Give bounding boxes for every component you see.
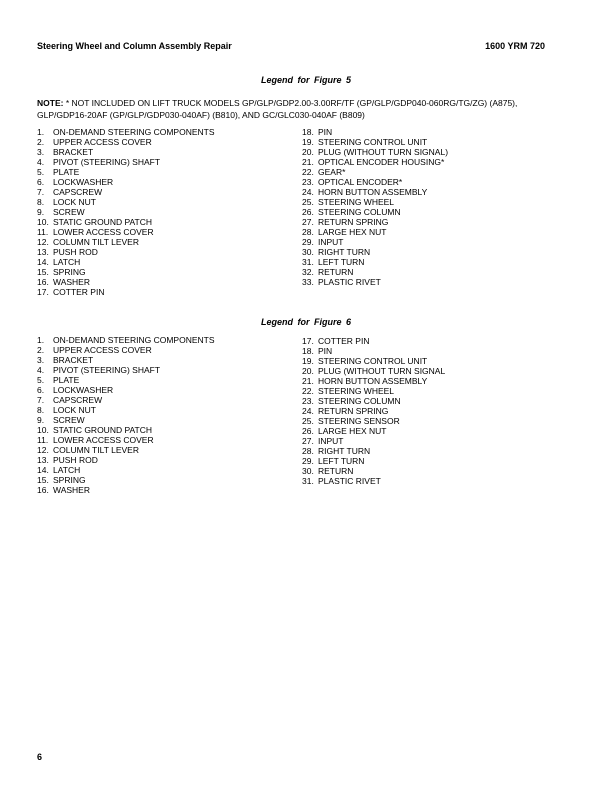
legend-item: [37, 257, 215, 267]
legend-item-number: 16.: [37, 277, 49, 287]
legend-item-number: 7.: [37, 187, 45, 197]
header-document-number: 1600 YRM 720: [485, 41, 545, 51]
legend-item: [302, 277, 448, 287]
legend-item-number: 3.: [37, 355, 45, 365]
legend-item: [37, 247, 215, 257]
legend-item: [37, 137, 215, 147]
legend-item: [37, 227, 215, 237]
legend-item: [302, 247, 448, 257]
legend-item-label: PLATE: [53, 167, 80, 177]
legend-item: [302, 436, 445, 446]
legend-item-number: 12.: [37, 237, 49, 247]
legend-item-number: 16.: [37, 485, 49, 495]
legend-item: [302, 227, 448, 237]
legend-item-number: 8.: [37, 405, 45, 415]
legend-item: [302, 476, 445, 486]
legend-item-number: 17.: [302, 336, 314, 346]
legend-item-label: PUSH ROD: [53, 247, 98, 257]
legend-6-right-list: [302, 336, 445, 486]
legend-item: [302, 426, 445, 436]
legend-item-label: STEERING CONTROL UNIT: [318, 356, 428, 366]
legend-item: [302, 376, 445, 386]
legend-item-number: 26.: [302, 207, 314, 217]
legend-item: [37, 465, 215, 475]
legend-5-note: [37, 97, 557, 121]
legend-item-label: PIN: [318, 127, 333, 137]
legend-6-left-list: [37, 335, 215, 495]
legend-item-number: 27.: [302, 436, 314, 446]
legend-item: [37, 177, 215, 187]
legend-item-label: SPRING: [53, 475, 86, 485]
legend-item-number: 1.: [37, 335, 45, 345]
legend-item-label: COTTER PIN: [53, 287, 105, 297]
legend-item-label: OPTICAL ENCODER HOUSING*: [318, 157, 445, 167]
legend-item-number: 23.: [302, 396, 314, 406]
legend-item-label: GEAR*: [318, 167, 346, 177]
legend-item-label: LARGE HEX NUT: [318, 227, 387, 237]
legend-item-number: 29.: [302, 456, 314, 466]
legend-item: [302, 217, 448, 227]
legend-item: [37, 415, 215, 425]
legend-item: [302, 147, 448, 157]
legend-item: [37, 435, 215, 445]
legend-item: [37, 277, 215, 287]
legend-item-number: 14.: [37, 257, 49, 267]
legend-item-label: INPUT: [318, 237, 344, 247]
legend-item: [37, 395, 215, 405]
legend-item-label: RIGHT TURN: [318, 446, 371, 456]
legend-item-number: 20.: [302, 366, 314, 376]
legend-item-number: 24.: [302, 406, 314, 416]
page-number: 6: [37, 752, 43, 762]
legend-item-number: 20.: [302, 147, 314, 157]
legend-item-label: RETURN: [318, 267, 354, 277]
legend-item-number: 4.: [37, 157, 45, 167]
legend-item-number: 2.: [37, 137, 45, 147]
legend-item-number: 10.: [37, 425, 49, 435]
legend-item-number: 15.: [37, 267, 49, 277]
legend-item-number: 9.: [37, 207, 45, 217]
note-label: NOTE:: [37, 98, 64, 108]
legend-item-label: LOCK NUT: [53, 405, 96, 415]
legend-item-number: 31.: [302, 257, 314, 267]
legend-item: [37, 197, 215, 207]
legend-item-label: PIVOT (STEERING) SHAFT: [53, 157, 161, 167]
legend-item: [37, 267, 215, 277]
legend-item-label: LEFT TURN: [318, 257, 365, 267]
legend-item: [37, 385, 215, 395]
legend-item: [302, 336, 445, 346]
legend-item-label: HORN BUTTON ASSEMBLY: [318, 187, 428, 197]
legend-item: [302, 466, 445, 476]
legend-item-label: STEERING WHEEL: [318, 197, 395, 207]
legend-item-label: PIN: [318, 346, 333, 356]
legend-item-number: 19.: [302, 356, 314, 366]
legend-item-label: ON-DEMAND STEERING COMPONENTS: [53, 335, 215, 345]
legend-item: [302, 207, 448, 217]
legend-item-number: 21.: [302, 376, 314, 386]
header-section-title: Steering Wheel and Column Assembly Repair: [37, 41, 232, 51]
legend-item: [302, 177, 448, 187]
legend-item-number: 23.: [302, 177, 314, 187]
legend-item-number: 12.: [37, 445, 49, 455]
legend-item-label: STEERING WHEEL: [318, 386, 395, 396]
legend-item: [37, 405, 215, 415]
legend-item-label: STATIC GROUND PATCH: [53, 425, 153, 435]
legend-item: [302, 237, 448, 247]
legend-item: [302, 446, 445, 456]
legend-item: [302, 267, 448, 277]
legend-item: [302, 257, 448, 267]
legend-item-label: PLUG (WITHOUT TURN SIGNAL): [318, 147, 449, 157]
legend-item-number: 22.: [302, 167, 314, 177]
legend-item-label: PLATE: [53, 375, 80, 385]
legend-item-number: 25.: [302, 416, 314, 426]
legend-item: [37, 375, 215, 385]
legend-item-number: 25.: [302, 197, 314, 207]
legend-item-number: 5.: [37, 375, 45, 385]
legend-item: [37, 345, 215, 355]
legend-item-label: STEERING COLUMN: [318, 207, 401, 217]
legend-5-right-list: [302, 127, 448, 287]
legend-item-number: 8.: [37, 197, 45, 207]
legend-item-label: STEERING CONTROL UNIT: [318, 137, 428, 147]
legend-item-number: 15.: [37, 475, 49, 485]
legend-item-number: 11.: [37, 435, 49, 445]
legend-item: [37, 147, 215, 157]
legend-item: [37, 127, 215, 137]
legend-item-label: PUSH ROD: [53, 455, 98, 465]
legend-item: [302, 396, 445, 406]
legend-item-label: CAPSCREW: [53, 395, 103, 405]
legend-item-label: PLASTIC RIVET: [318, 277, 381, 287]
legend-item-number: 32.: [302, 267, 314, 277]
note-text: * NOT INCLUDED ON LIFT TRUCK MODELS GP/GLP/GDP2.00-3.00RF/TF (GP/GLP/GDP040-060RG/TG/ZG) (A875), GLP/GDP16-20AF (GP/GLP/GDP030-040AF) (B810), AND GC/GLC030-040AF (B809): [37, 98, 518, 120]
legend-item-number: 33.: [302, 277, 314, 287]
legend-item-number: 24.: [302, 187, 314, 197]
legend-item: [37, 425, 215, 435]
legend-item-label: LEFT TURN: [318, 456, 365, 466]
legend-item-number: 18.: [302, 127, 314, 137]
legend-item: [302, 456, 445, 466]
legend-item-number: 30.: [302, 466, 314, 476]
legend-item: [37, 335, 215, 345]
legend-item-label: COLUMN TILT LEVER: [53, 237, 139, 247]
legend-item-number: 31.: [302, 476, 314, 486]
legend-item-number: 6.: [37, 177, 45, 187]
legend-item: [302, 197, 448, 207]
legend-item-number: 5.: [37, 167, 45, 177]
legend-item-label: SPRING: [53, 267, 86, 277]
legend-item-label: LATCH: [53, 257, 81, 267]
legend-item-label: OPTICAL ENCODER*: [318, 177, 403, 187]
legend-item: [37, 187, 215, 197]
legend-item-label: WASHER: [53, 485, 90, 495]
legend-item-number: 29.: [302, 237, 314, 247]
legend-item-label: RIGHT TURN: [318, 247, 371, 257]
legend-item: [302, 157, 448, 167]
legend-item-label: CAPSCREW: [53, 187, 103, 197]
legend-item-number: 28.: [302, 446, 314, 456]
legend-item: [37, 287, 215, 297]
legend-6-title: Legend for Figure 6: [260, 317, 351, 327]
legend-item-label: STATIC GROUND PATCH: [53, 217, 153, 227]
legend-item-number: 22.: [302, 386, 314, 396]
legend-item-label: LOCKWASHER: [53, 385, 114, 395]
legend-item: [302, 127, 448, 137]
legend-item: [302, 356, 445, 366]
legend-item-number: 17.: [37, 287, 49, 297]
legend-item-number: 28.: [302, 227, 314, 237]
legend-item-number: 7.: [37, 395, 45, 405]
legend-item-number: 9.: [37, 415, 45, 425]
legend-item-number: 27.: [302, 217, 314, 227]
legend-item-number: 2.: [37, 345, 45, 355]
legend-item: [302, 416, 445, 426]
legend-item: [302, 137, 448, 147]
legend-item-label: RETURN: [318, 466, 354, 476]
legend-item-number: 19.: [302, 137, 314, 147]
legend-item: [37, 365, 215, 375]
legend-item: [302, 366, 445, 376]
legend-item-label: STEERING SENSOR: [318, 416, 400, 426]
legend-item: [302, 406, 445, 416]
legend-item-label: LOCK NUT: [53, 197, 96, 207]
legend-item-label: COLUMN TILT LEVER: [53, 445, 139, 455]
legend-item-number: 1.: [37, 127, 45, 137]
legend-item-number: 26.: [302, 426, 314, 436]
legend-item-label: PLASTIC RIVET: [318, 476, 381, 486]
legend-item-number: 18.: [302, 346, 314, 356]
legend-item: [37, 355, 215, 365]
legend-item-label: ON-DEMAND STEERING COMPONENTS: [53, 127, 215, 137]
legend-item: [302, 167, 448, 177]
legend-item-label: STEERING COLUMN: [318, 396, 401, 406]
legend-item: [37, 207, 215, 217]
legend-item-label: UPPER ACCESS COVER: [53, 345, 152, 355]
legend-item: [37, 237, 215, 247]
legend-item-label: HORN BUTTON ASSEMBLY: [318, 376, 428, 386]
legend-item-label: BRACKET: [53, 355, 94, 365]
legend-item-number: 30.: [302, 247, 314, 257]
legend-item: [37, 475, 215, 485]
legend-5-title: Legend for Figure 5: [260, 75, 351, 85]
legend-item-label: LATCH: [53, 465, 81, 475]
legend-item-label: PIVOT (STEERING) SHAFT: [53, 365, 161, 375]
legend-item-label: LARGE HEX NUT: [318, 426, 387, 436]
legend-item: [37, 485, 215, 495]
legend-item-number: 13.: [37, 455, 49, 465]
legend-item-label: PLUG (WITHOUT TURN SIGNAL: [318, 366, 446, 376]
legend-item-label: LOWER ACCESS COVER: [53, 435, 154, 445]
legend-item: [37, 157, 215, 167]
legend-item-label: SCREW: [53, 207, 85, 217]
legend-item-label: BRACKET: [53, 147, 94, 157]
legend-item-number: 10.: [37, 217, 49, 227]
legend-item-number: 14.: [37, 465, 49, 475]
legend-item: [37, 167, 215, 177]
legend-item-label: LOCKWASHER: [53, 177, 114, 187]
legend-item-label: LOWER ACCESS COVER: [53, 227, 154, 237]
legend-item-number: 6.: [37, 385, 45, 395]
legend-item: [37, 445, 215, 455]
legend-item-label: UPPER ACCESS COVER: [53, 137, 152, 147]
legend-item-number: 21.: [302, 157, 314, 167]
legend-item-number: 3.: [37, 147, 45, 157]
legend-item-label: COTTER PIN: [318, 336, 370, 346]
legend-item-number: 13.: [37, 247, 49, 257]
legend-item-label: RETURN SPRING: [318, 406, 389, 416]
legend-item: [302, 386, 445, 396]
legend-item-number: 4.: [37, 365, 45, 375]
legend-item-label: WASHER: [53, 277, 90, 287]
legend-item: [37, 217, 215, 227]
legend-5-left-list: [37, 127, 215, 297]
legend-item: [302, 187, 448, 197]
legend-item-label: INPUT: [318, 436, 344, 446]
legend-item: [302, 346, 445, 356]
legend-item: [37, 455, 215, 465]
legend-item-label: RETURN SPRING: [318, 217, 389, 227]
legend-item-number: 11.: [37, 227, 49, 237]
legend-item-label: SCREW: [53, 415, 85, 425]
